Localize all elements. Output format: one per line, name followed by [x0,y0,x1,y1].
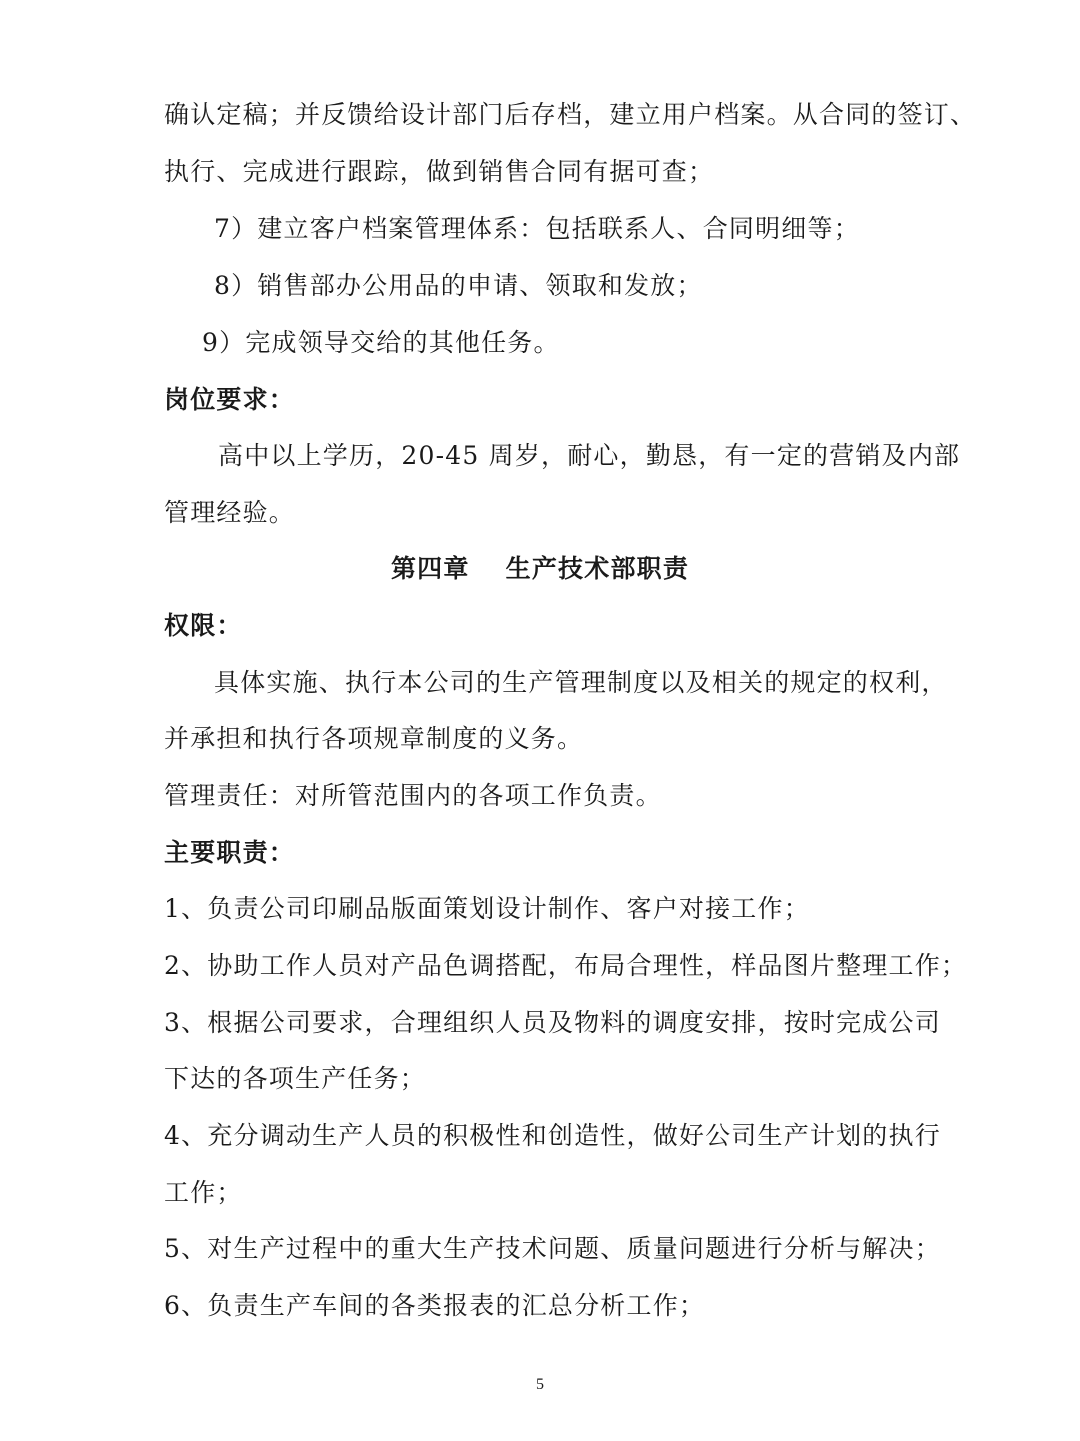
section-label-authority: 权限： [164,611,243,640]
paragraph-line: 下达的各项生产任务； [164,1064,427,1093]
section-label-main-duties: 主要职责： [164,838,296,867]
list-item: 4、充分调动生产人员的积极性和创造性，做好公司生产计划的执行 [164,1121,941,1150]
paragraph-line: 执行、完成进行跟踪，做到销售合同有据可查； [164,157,715,186]
list-item-8: 8）销售部办公用品的申请、领取和发放； [214,271,703,300]
list-item: 5、对生产过程中的重大生产技术问题、质量问题进行分析与解决； [164,1234,941,1263]
page-number: 5 [536,1376,544,1393]
section-label-job-requirements: 岗位要求： [164,385,296,414]
paragraph-line: 高中以上学历，20-45 周岁，耐心，勤恳，有一定的营销及内部 [218,441,961,470]
paragraph-line: 工作； [164,1178,243,1207]
paragraph-line: 具体实施、执行本公司的生产管理制度以及相关的规定的权利， [214,668,948,697]
paragraph-line: 管理经验。 [164,498,296,527]
paragraph-line: 并承担和执行各项规章制度的义务。 [164,724,584,753]
list-item: 1、负责公司印刷品版面策划设计制作、客户对接工作； [164,894,810,923]
list-item: 6、负责生产车间的各类报表的汇总分析工作； [164,1291,706,1320]
chapter-heading: 第四章 生产技术部职责 [390,554,690,583]
paragraph-line: 管理责任：对所管范围内的各项工作负责。 [164,781,662,810]
list-item-9: 9）完成领导交给的其他任务。 [202,328,560,357]
list-item-7: 7）建立客户档案管理体系：包括联系人、合同明细等； [214,214,860,243]
paragraph-line: 确认定稿；并反馈给设计部门后存档，建立用户档案。从合同的签订、 [164,100,977,129]
list-item: 3、根据公司要求，合理组织人员及物料的调度安排，按时完成公司 [164,1008,941,1037]
list-item: 2、协助工作人员对产品色调搭配，布局合理性，样品图片整理工作； [164,951,968,980]
